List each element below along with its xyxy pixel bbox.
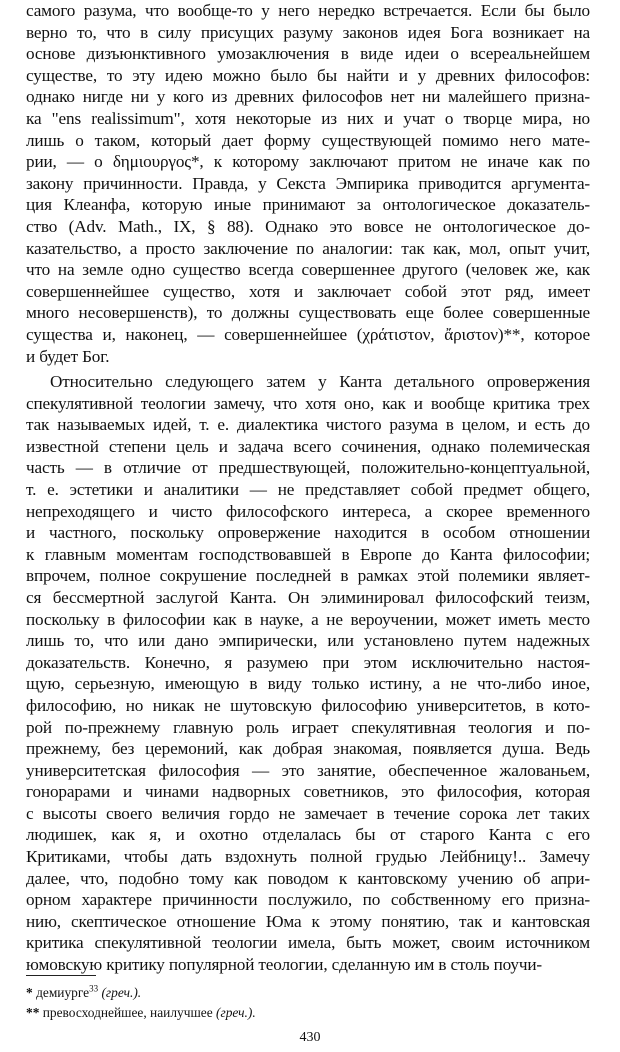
text-line: так называемых идей, т. е. диалектика чистого разума в целом, и есть до — [26, 415, 590, 435]
text-line: ка "ens realissimum", хотя некоторые из них и учат о творце мира, но — [26, 108, 590, 128]
text-line: рой по-прежнему главную роль играет спекулятивная теология и по- — [26, 717, 590, 737]
text-line: нию, скептическое отношение Юма к этому понятию, так и кантовская — [26, 911, 590, 931]
footnote-lang: (греч.). — [216, 1005, 256, 1020]
text-line: ция Клеанфа, которую иные принимают за онтологическое доказатель- — [26, 195, 590, 215]
text-line: часть — в отличие от предшествующей, положительно-концептуальной, — [26, 458, 590, 478]
text-line: что на земле одно существо всегда совершеннее другого (человек же, как — [26, 260, 590, 280]
text-line: спекулятивной теологии замечу, что хотя оно, как и вообще критика трех — [26, 393, 590, 413]
footnote-text: превосходнейшее, наилучшее — [42, 1005, 213, 1020]
text-line: лишь то, что или дано эмпирически, или установлено путем надежных — [26, 631, 590, 651]
footnote-1 — [26, 983, 586, 1003]
text-line: философию, но никак не шутовскую философию университетов, в кото- — [26, 695, 590, 715]
text-line: критика спекулятивной теологии имела, быть может, своим источником — [26, 933, 590, 953]
footnote-lang: (греч.). — [101, 985, 142, 1000]
footnote-mark: * — [26, 985, 33, 1000]
text-line: рии, — о δημιουργος*, к которому заключают притом не иначе как по — [26, 152, 590, 172]
footnote-mark: ** — [26, 1005, 40, 1020]
text-line: с высоты своего величия гордо не замечает в течение сорока лет таких — [26, 803, 590, 823]
paragraph-1 — [26, 0, 590, 367]
text-line: ся бессмертной заслугой Канта. Он элиминировал философский теизм, — [26, 587, 590, 607]
text-line: существа и, наконец, — совершеннейшее (χράτιστον, ἄριστον)**, которое — [26, 324, 590, 344]
text-line: щую, серьезную, имеющую в виду только истину, а не что-либо иное, — [26, 674, 590, 694]
text-line: основе дизъюнктивного умозаключения в виде идеи о всереальнейшем — [26, 44, 590, 64]
text-line: людишек, как я, и охотно отделалась бы от старого Канта с его — [26, 825, 590, 845]
paragraph-2 — [26, 371, 590, 976]
text-line: впрочем, полное сокрушение последней в рамках этой полемики являет- — [26, 566, 590, 586]
page-number: 430 — [299, 1030, 321, 1045]
footnote-text: демиурге — [36, 985, 90, 1000]
text-line: существе, то эту идею можно было бы найти и у древних философов: — [26, 65, 590, 85]
text-line: Критиками, чтобы дать вздохнуть полной грудью Лейбницу!.. Замечу — [26, 847, 590, 867]
footnote-2 — [26, 1003, 586, 1023]
text-line: орном характере причинности послужило, по собственному его призна- — [26, 890, 590, 910]
text-line: совершеннейшее существо, хотя и заключает собой этот ряд, имеет — [26, 281, 590, 301]
text-line: и частного, поскольку опровержение находится в особом отношении — [26, 523, 590, 543]
footnote-divider — [26, 975, 96, 976]
text-line: самого разума, что вообще-то у него нередко встречается. Если бы было — [26, 1, 590, 20]
text-line: гонорарами и чинами надворных советников, это философия, которая — [26, 782, 590, 802]
text-line: однако нигде ни у кого из древних философов нет ни малейшего призна- — [26, 87, 590, 107]
text-line: далее, что, подобно тому как поводом к кантовскому учению об апри- — [26, 868, 590, 888]
text-line: много несовершенств), то должны существовать еще более совершенные — [26, 303, 590, 323]
text-line: университетская философия — это занятие, обеспеченное жалованьем, — [26, 760, 590, 780]
text-line: казательство, а просто заключение по аналогии: так как, мол, опыт учит, — [26, 238, 590, 258]
text-line: к главным моментам господствовавшей в Европе до Канта философии; — [26, 544, 590, 564]
text-line: лишь о таком, который дает форму существующей помимо него мате- — [26, 130, 590, 150]
text-line: юмовскую критику популярной теологии, сделанную им в столь поучи- — [26, 955, 542, 975]
footnote-ref: 33 — [89, 983, 99, 994]
text-line: доказательств. Конечно, я разумею при этом исключительно настоя- — [26, 652, 590, 672]
footnotes — [26, 983, 586, 1023]
text-line: прежнему, без церемоний, как добрая знакомая, появляется душа. Ведь — [26, 739, 590, 759]
text-line: непреходящего и чисто философского интереса, а скорее временного — [26, 501, 590, 521]
text-line: ство (Adv. Math., IX, § 88). Однако это вовсе не онтологическое до- — [26, 216, 590, 236]
text-line: Относительно следующего затем у Канта детального опровержения — [50, 372, 590, 391]
text-line: верно то, что в силу присущих разуму законов идея Бога возникает на — [26, 22, 590, 42]
text-line: закону причинности. Правда, у Секста Эмпирика приводится аргумента- — [26, 173, 590, 193]
text-line: т. е. эстетики и аналитики — не представляет собой предмет общего, — [26, 479, 590, 499]
text-line: поскольку в философии как в науке, а не вероучении, может иметь место — [26, 609, 590, 629]
text-line: и будет Бог. — [26, 346, 110, 366]
text-line: известной степени цель и задача всего сочинения, однако полемическая — [26, 436, 590, 456]
